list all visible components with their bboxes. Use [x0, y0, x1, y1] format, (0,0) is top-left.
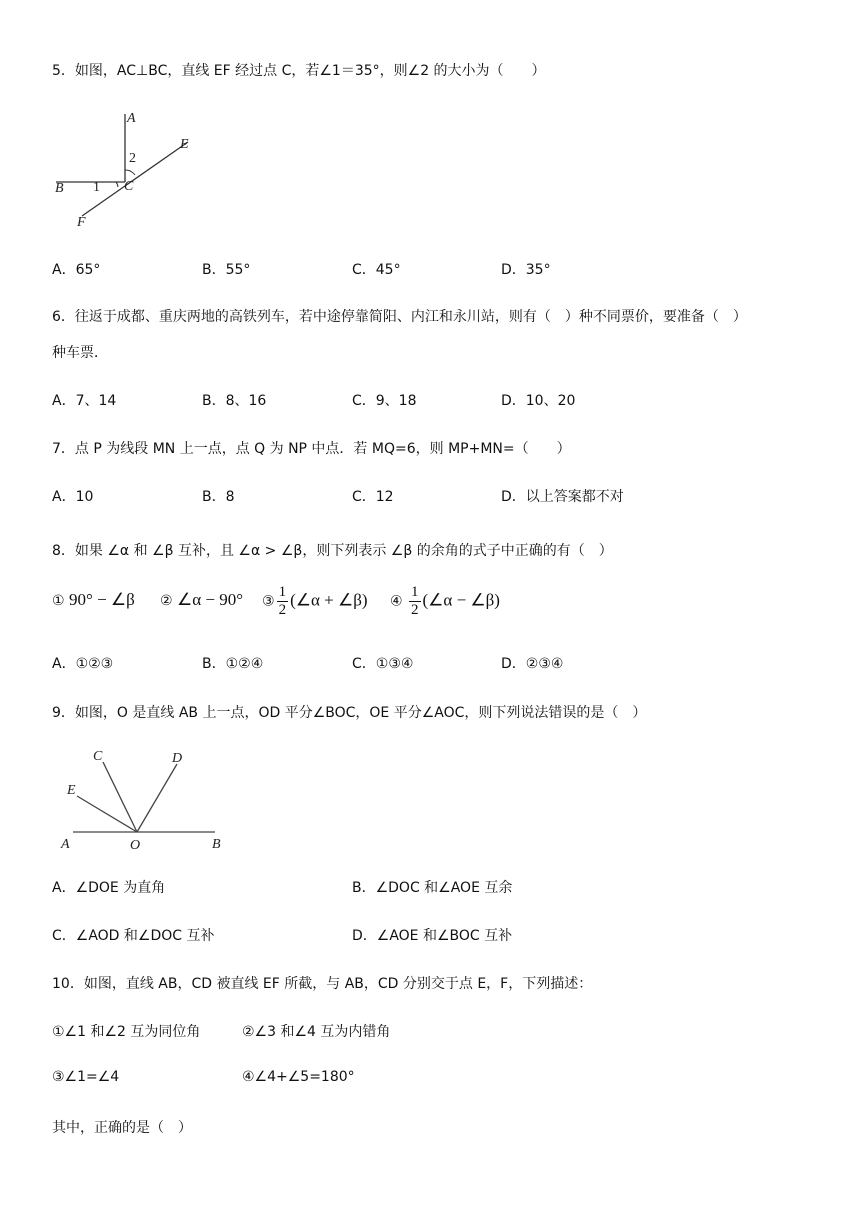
- q5-label-c: C: [124, 179, 134, 194]
- q8-item-3-mark: ③: [262, 593, 275, 610]
- q10-statement-3: ③∠1=∠4: [52, 1069, 120, 1085]
- q8-item-2-expr: ∠α − 90°: [177, 590, 244, 609]
- q8-item-4-expr: (∠α − ∠β): [422, 590, 500, 610]
- q8-option-a[interactable]: A．①②③: [52, 656, 114, 672]
- q8-item-3-fraction: [277, 584, 289, 619]
- q8-item-3: [262, 584, 368, 619]
- q8-item-4-mark: ④: [390, 593, 403, 610]
- q8-item-3-numerator: 1: [278, 584, 287, 600]
- q7-option-c[interactable]: C．12: [352, 489, 394, 505]
- q9-label-e: E: [67, 783, 76, 798]
- q9-option-a[interactable]: A．∠DOE 为直角: [52, 880, 166, 896]
- q5-stem: 5．如图，AC⊥BC，直线 EF 经过点 C，若∠1＝35°，则∠2 的大小为（ ）: [52, 63, 546, 79]
- q6-option-b[interactable]: B．8、16: [202, 393, 267, 409]
- q8-item-4-numerator: 1: [411, 584, 419, 600]
- q7-stem: 7．点 P 为线段 MN 上一点，点 Q 为 NP 中点．若 MQ=6，则 MP+MN=（ ）: [52, 441, 571, 457]
- q8-item-2: [160, 590, 243, 610]
- q5-label-1: 1: [93, 180, 100, 195]
- q8-stem: 8．如果 ∠α 和 ∠β 互补，且 ∠α > ∠β，则下列表示 ∠β 的余角的式子中正确的有（ ）: [52, 543, 613, 559]
- q9-label-a: A: [61, 837, 70, 852]
- q8-item-4-denominator: 2: [411, 602, 419, 618]
- q9-label-c: C: [93, 749, 103, 764]
- q6-option-c[interactable]: C．9、18: [352, 393, 417, 409]
- q8-item-3-denominator: 2: [278, 602, 287, 618]
- q8-item-1-expr: 90° − ∠β: [69, 590, 135, 609]
- q8-item-1: [52, 590, 135, 610]
- q8-item-3-expr: (∠α + ∠β): [290, 590, 368, 610]
- q10-tail: 其中，正确的是（ ）: [52, 1120, 192, 1136]
- q5-label-a: A: [127, 111, 136, 126]
- q6-option-d[interactable]: D．10、20: [501, 393, 576, 409]
- q9-label-o: O: [130, 838, 141, 853]
- q6-stem-line1: 6．往返于成都、重庆两地的高铁列车，若中途停靠简阳、内江和永川站，则有（ ）种不同票价，要准备（ ）: [52, 309, 747, 325]
- q5-label-e: E: [180, 137, 189, 152]
- q10-stem: 10．如图，直线 AB，CD 被直线 EF 所截，与 AB，CD 分别交于点 E，F，下列描述：: [52, 976, 593, 992]
- q5-figure: [50, 108, 210, 230]
- q7-option-a[interactable]: A．10: [52, 489, 94, 505]
- q5-option-b[interactable]: B．55°: [202, 262, 251, 278]
- q10-statement-1: ①∠1 和∠2 互为同位角: [52, 1024, 201, 1040]
- q5-label-f: F: [77, 215, 86, 230]
- q8-option-c[interactable]: C．①③④: [352, 656, 414, 672]
- q9-stem: 9．如图，O 是直线 AB 上一点，OD 平分∠BOC，OE 平分∠AOC，则下列说法错误的是（ ）: [52, 705, 647, 721]
- q7-option-d[interactable]: D．以上答案都不对: [501, 489, 624, 505]
- q9-label-d: D: [172, 751, 183, 766]
- q8-item-4-fraction: [409, 584, 421, 619]
- q5-option-c[interactable]: C．45°: [352, 262, 401, 278]
- q9-option-d[interactable]: D．∠AOE 和∠BOC 互补: [352, 928, 513, 944]
- q5-option-a[interactable]: A．65°: [52, 262, 101, 278]
- q8-item-4: [390, 584, 500, 619]
- q8-item-2-mark: ②: [160, 593, 173, 609]
- q9-option-b[interactable]: B．∠DOC 和∠AOE 互余: [352, 880, 513, 896]
- q10-statement-4: ④∠4+∠5=180°: [242, 1069, 355, 1085]
- q8-item-1-mark: ①: [52, 593, 65, 609]
- q5-option-d[interactable]: D．35°: [501, 262, 551, 278]
- q6-option-a[interactable]: A．7、14: [52, 393, 117, 409]
- q6-stem-line2: 种车票．: [52, 345, 108, 361]
- q5-label-b: B: [55, 181, 64, 196]
- q9-label-b: B: [212, 837, 221, 852]
- q10-statement-2: ②∠3 和∠4 互为内错角: [242, 1024, 391, 1040]
- q9-figure: [55, 742, 235, 854]
- q5-label-2: 2: [129, 151, 136, 166]
- q7-option-b[interactable]: B．8: [202, 489, 235, 505]
- q8-option-b[interactable]: B．①②④: [202, 656, 264, 672]
- q8-option-d[interactable]: D．②③④: [501, 656, 564, 672]
- q9-option-c[interactable]: C．∠AOD 和∠DOC 互补: [52, 928, 215, 944]
